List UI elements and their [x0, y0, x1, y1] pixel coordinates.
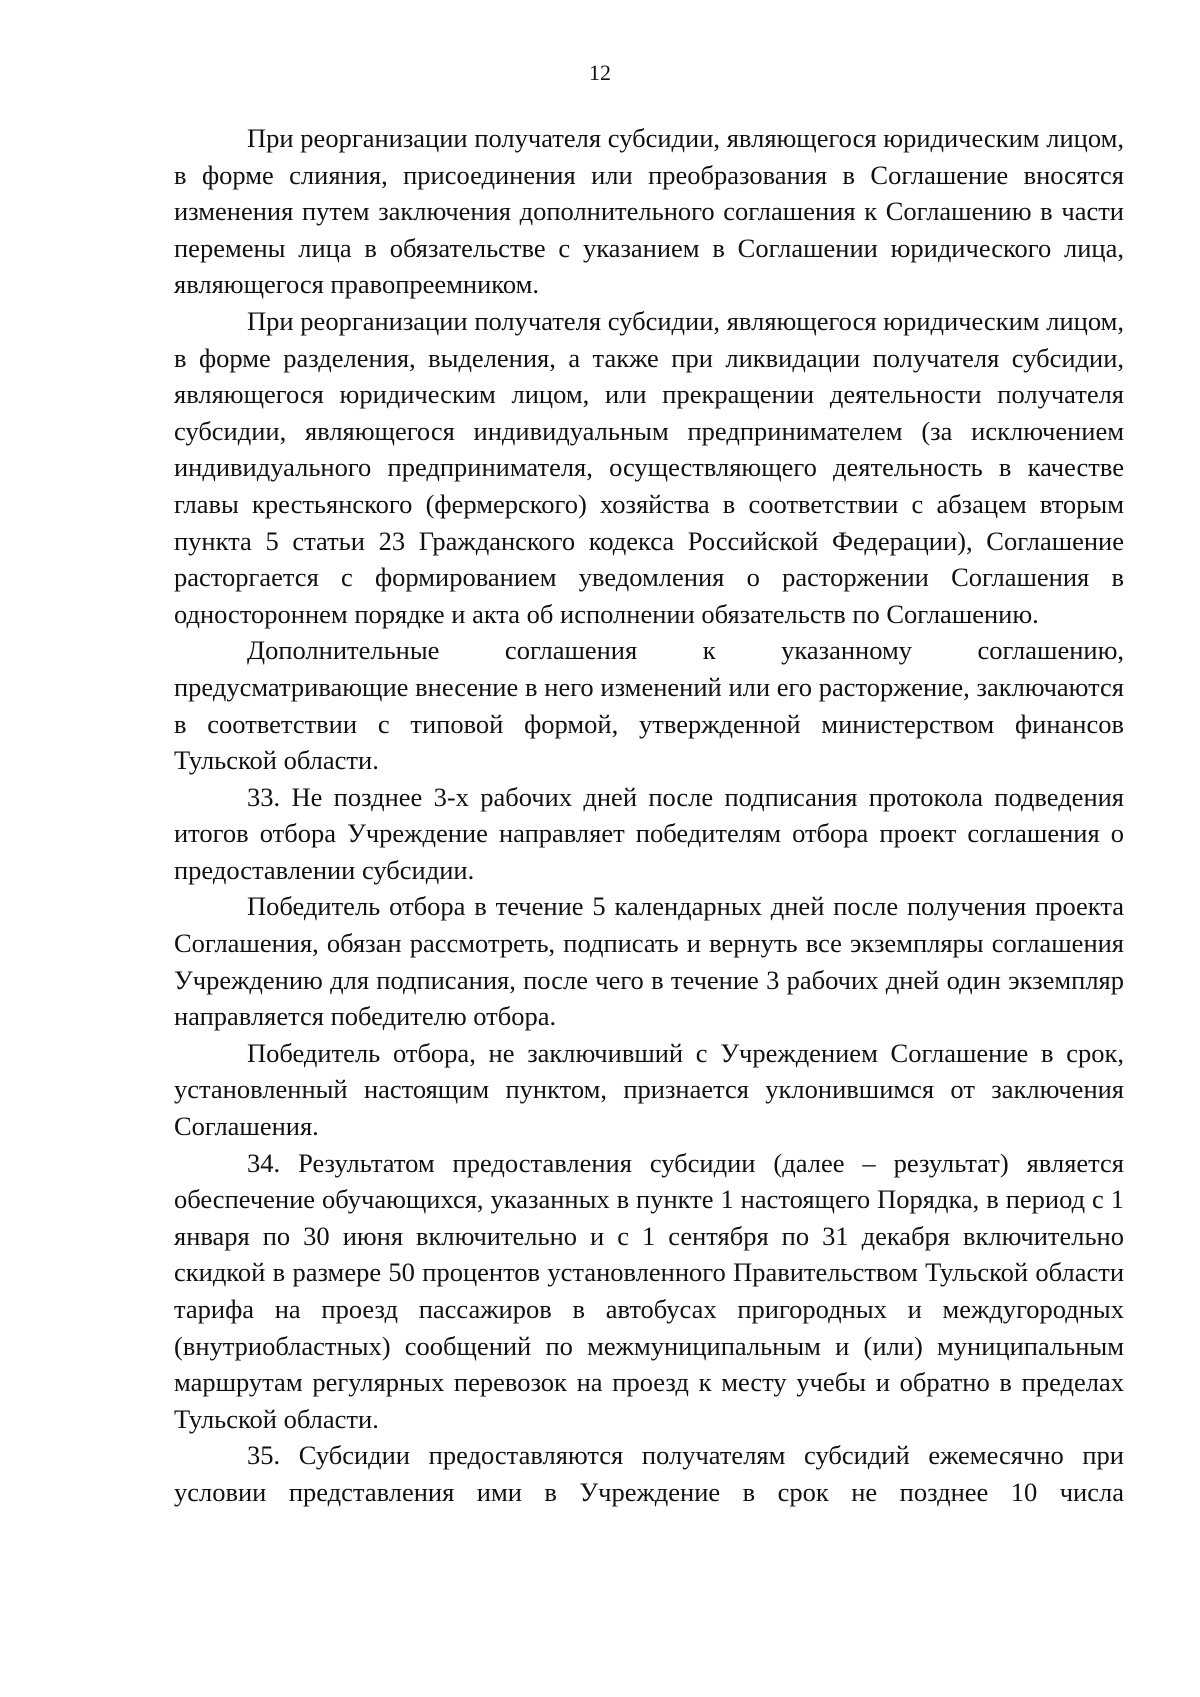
document-body	[174, 120, 1124, 1511]
paragraph-winner-evasion: Победитель отбора, не заключивший с Учреждением Соглашение в срок, установленный настоящим пунктом, признается уклонившимся от заключения Соглашения.	[174, 1037, 1124, 1142]
paragraph-additional-agreements: Дополнительные соглашения к указанному соглашению, предусматривающие внесение в него изменений или его расторжение, заключаются в соответствии с типовой формой, утвержденной министерством финансов Тульской области.	[174, 635, 1124, 776]
paragraph-item-33: 33. Не позднее 3-х рабочих дней после подписания протокола подведения итогов отбора Учреждение направляет победителям отбора проект соглашения о предоставлении субсидии.	[174, 781, 1124, 885]
paragraph-item-34: 34. Результатом предоставления субсидии (далее – результат) является обеспечение обучающихся, указанных в пункте 1 настоящего Порядка, в период с 1 января по 30 июня включительно и с 1 сентября по 31 декабря включительно скидкой в размере 50 процентов установленного Правительством Тульской области тарифа на проезд пассажиров в автобусах пригородных и междугородных (внутриобластных) сообщений по межмуниципальным и (или) муниципальным маршрутам регулярных перевозок на проезд к месту учебы и обратно в пределах Тульской области.	[174, 1147, 1124, 1434]
page-number: 12	[589, 60, 611, 85]
paragraph-winner-signing: Победитель отбора в течение 5 календарных дней после получения проекта Соглашения, обязан рассмотреть, подписать и вернуть все экземпляры соглашения Учреждению для подписания, после чего в течение 3 рабочих дней один экземпляр направляется победителю отбора.	[174, 891, 1124, 1032]
paragraph-item-35: 35. Субсидии предоставляются получателям субсидий ежемесячно при условии представления ими в Учреждение в срок не позднее 10 числа	[174, 1440, 1124, 1507]
paragraph-reorganization-division: При реорганизации получателя субсидии, являющегося юридическим лицом, в форме разделения, выделения, а также при ликвидации получателя субсидии, являющегося юридическим лицом, или прекращении деятельности получателя субсидии, являющегося индивидуальным предпринимателем (за исключением индивидуального предпринимателя, осуществляющего деятельность в качестве главы крестьянского (фермерского) хозяйства в соответствии с абзацем вторым пункта 5 статьи 23 Гражданского кодекса Российской Федерации), Соглашение расторгается с формированием уведомления о расторжении Соглашения в одностороннем порядке и акта об исполнении обязательств по Соглашению.	[174, 305, 1124, 629]
paragraph-reorganization-merger: При реорганизации получателя субсидии, являющегося юридическим лицом, в форме слияния, присоединения или преобразования в Соглашение вносятся изменения путем заключения дополнительного соглашения к Соглашению в части перемены лица в обязательстве с указанием в Соглашении юридического лица, являющегося правопреемником.	[174, 123, 1124, 300]
